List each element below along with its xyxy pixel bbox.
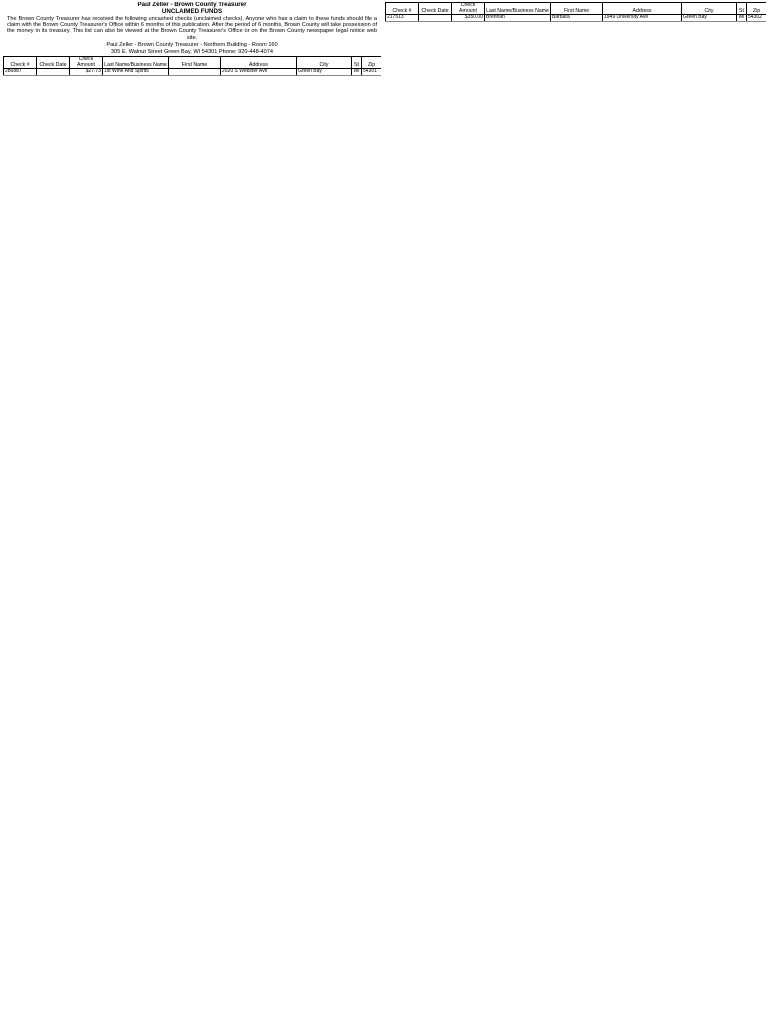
header-check-amount: Check Amount [70, 57, 103, 69]
header-check-date: Check Date [419, 3, 452, 15]
city-cell: Green Bay [682, 15, 737, 22]
header-check-no: Check # [4, 57, 37, 69]
check-no-cell: 217513 [386, 15, 419, 22]
table-row [4, 69, 382, 76]
notice-address: Paul Zeller - Brown County Treasurer - Northern Building - Room 160 [106, 42, 278, 49]
notice-contact: 305 E. Walnut Street Green Bay, WI 54301 Phone: 920-448-4074 [110, 48, 273, 55]
last-name-cell: Brennan [485, 15, 551, 22]
header-address: Address [603, 3, 682, 15]
header-city: City [297, 57, 352, 69]
right-table-header [386, 3, 767, 15]
header-city: City [682, 3, 737, 15]
first-name-cell [169, 69, 221, 76]
state-cell: WI [353, 68, 360, 75]
header-zip: Zip [362, 57, 382, 69]
header-check-amount: Check Amount [452, 3, 485, 15]
zip-cell: 54302 [747, 15, 767, 22]
right-table-body [386, 15, 767, 22]
left-table-header [4, 57, 382, 69]
notice-title: Paul Zeller - Brown County Treasurer [137, 2, 247, 8]
header-zip: Zip [747, 3, 767, 15]
right-column [385, 2, 766, 1022]
table-row [386, 15, 767, 22]
header-check-date: Check Date [37, 57, 70, 69]
header-state: St [737, 3, 747, 15]
check-amount-cell: $27.73 [70, 69, 103, 76]
zip-cell: 54301 [362, 69, 382, 76]
left-table-body [4, 69, 382, 76]
check-amount-cell: $350.00 [452, 15, 485, 22]
check-no-cell: 286887 [4, 69, 37, 76]
notice-body: The Brown County Treasurer has received the following uncashed checks (unclaimed checks). Anyone who has a claim to these funds should file a claim with the Brown County Treasurer's Office within 6 months of this publication. After the period of 6 months, Brown County will take possession of the money in its treasury. This list can also be viewed at the Brown County Treasurer's Office or on the Brown County newspaper legal notice web site. [7, 15, 377, 41]
first-name-cell: Barbara [551, 15, 603, 22]
notice-header [3, 2, 381, 55]
address-cell: 2020 S Webster Ave [221, 69, 297, 76]
left-column [3, 2, 381, 1022]
last-name-cell: 1st Wine And Spirits [103, 69, 169, 76]
header-last-name: Last Name/Business Name [485, 3, 551, 15]
address-cell: 1949 University Ave [603, 15, 682, 22]
header-address: Address [221, 57, 297, 69]
header-first-name: First Name [169, 57, 221, 69]
header-last-name: Last Name/Business Name [103, 57, 169, 69]
check-date-cell [419, 15, 452, 22]
header-check-no: Check # [386, 3, 419, 15]
notice-subtitle: UNCLAIMED FUNDS [161, 7, 223, 15]
city-cell: Green Bay [297, 69, 352, 76]
right-table [385, 2, 766, 22]
state-cell: WI [738, 14, 745, 21]
left-table [3, 56, 381, 76]
check-date-cell [37, 69, 70, 76]
header-state: St [352, 57, 362, 69]
header-first-name: First Name [551, 3, 603, 15]
